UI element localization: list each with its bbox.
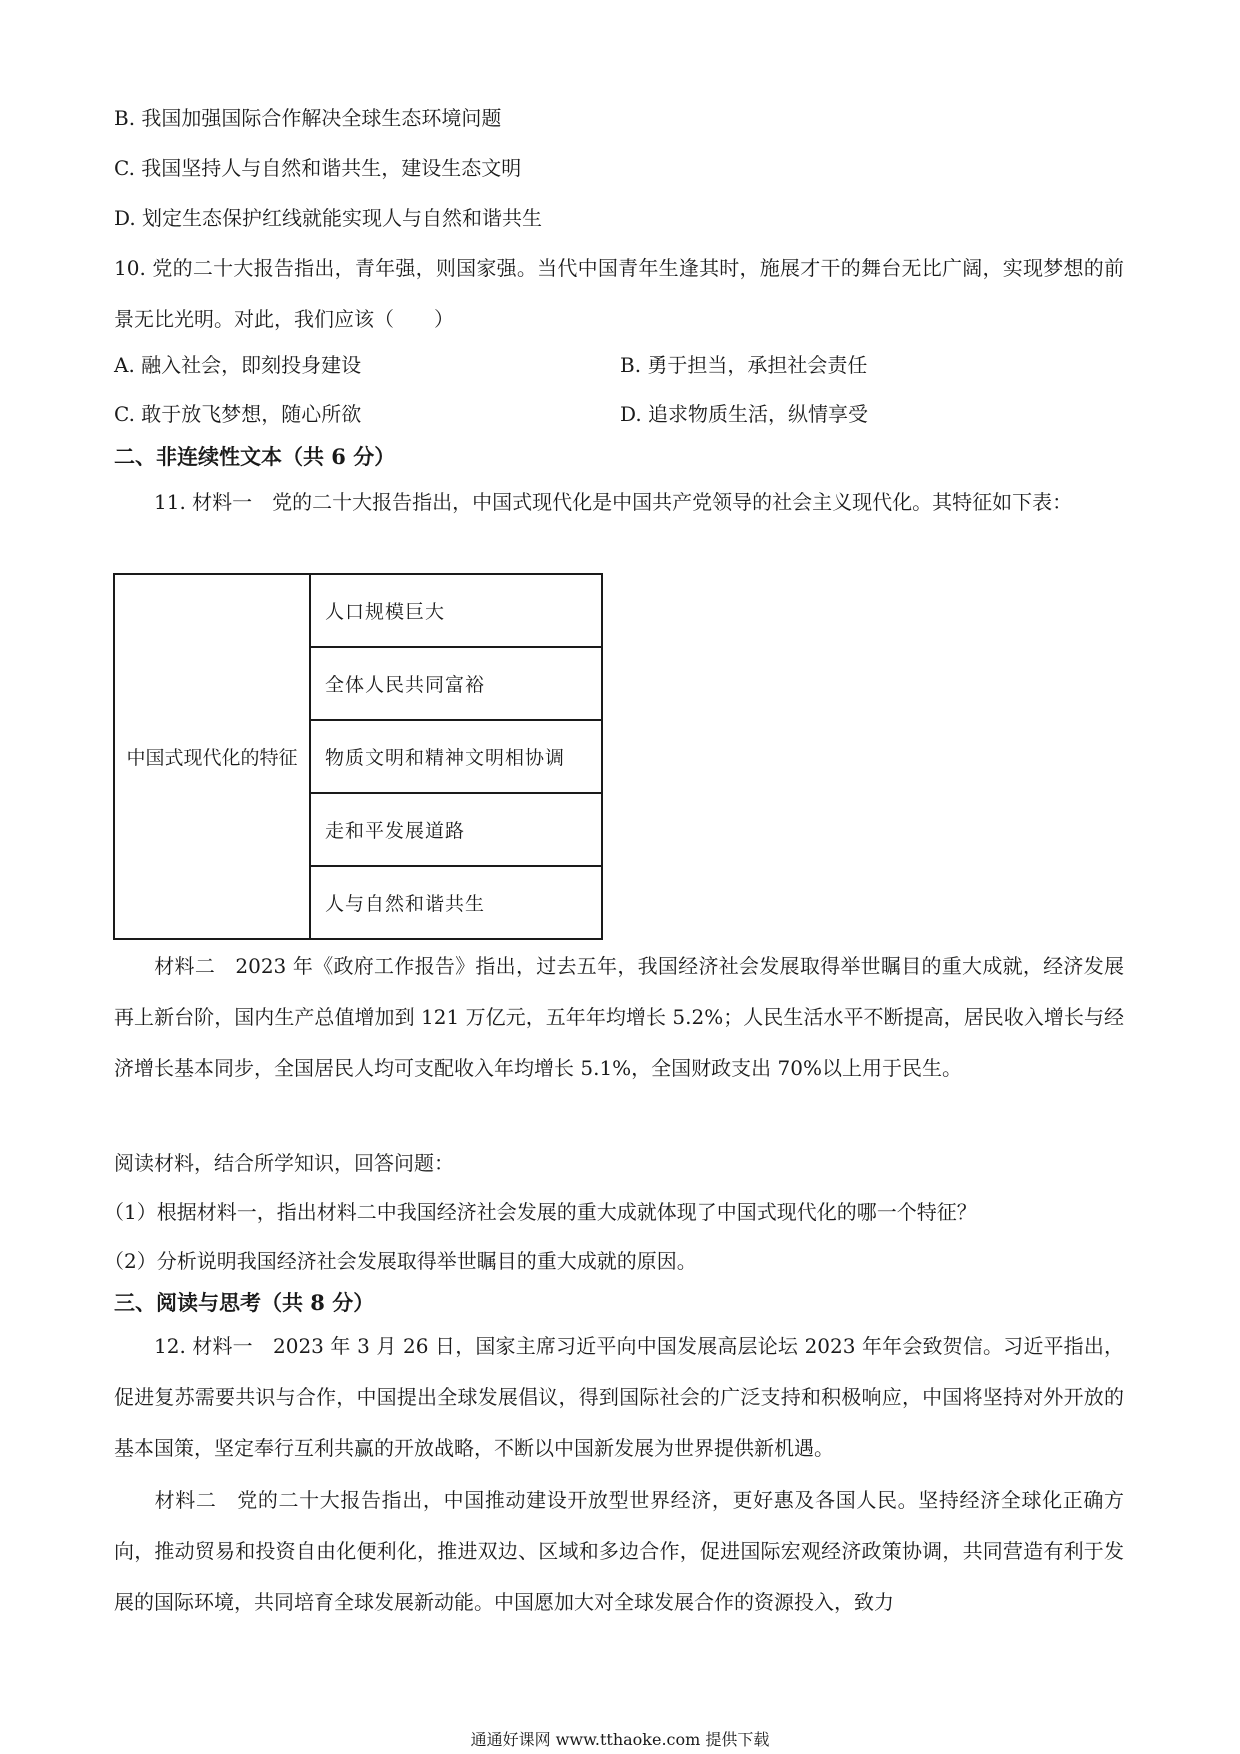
q12-material1-text: 12. 材料一 2023 年 3 月 26 日，国家主席习近平向中国发展高层论坛 2023 年年会致贺信。习近平指出，促进复苏需要共识与合作，中国提出全球发展倡议，得到国际社会的广泛支持和积极响应，中国将坚持对外开放的基本国策，坚定奉行互利共赢的开放战略，不断以中国新发展为世界提供新机遇。: [114, 1334, 1124, 1460]
q9-option-c: C. 我国坚持人与自然和谐共生，建设生态文明: [114, 156, 522, 180]
q10-option-b: B. 勇于担当，承担社会责任: [620, 353, 868, 377]
q10-option-d: D. 追求物质生活，纵情享受: [620, 402, 869, 426]
q11-sub2: （2）分析说明我国经济社会发展取得举世瞩目的重大成就的原因。: [104, 1249, 697, 1273]
section2-heading: 二、非连续性文本（共 6 分）: [114, 444, 396, 469]
q11-instruction: 阅读材料，结合所学知识，回答问题：: [114, 1151, 454, 1175]
q12-material1: [114, 1321, 1124, 1474]
q12-material2: [114, 1475, 1124, 1628]
feature-item: 物质文明和精神文明相协调: [310, 720, 602, 793]
section3-heading: 三、阅读与思考（共 8 分）: [114, 1290, 375, 1315]
feature-item: 走和平发展道路: [310, 793, 602, 866]
feature-item: 人与自然和谐共生: [310, 866, 602, 939]
q11-material2-text: 材料二 2023 年《政府工作报告》指出，过去五年，我国经济社会发展取得举世瞩目的重大成就，经济发展再上新台阶，国内生产总值增加到 121 万亿元，五年年均增长 5.2%；人民生活水平不断提高，居民收入增长与经济增长基本同步，全国居民人均可支配收入年均增长 5.1%，全国财政支出 70%以上用于民生。: [114, 954, 1124, 1080]
feature-item: 人口规模巨大: [310, 574, 602, 647]
q10-option-c: C. 敢于放飞梦想，随心所欲: [114, 402, 362, 426]
features-table-head: 中国式现代化的特征: [114, 574, 310, 939]
q9-option-d: D. 划定生态保护红线就能实现人与自然和谐共生: [114, 206, 543, 230]
page-footer: 通通好课网 www.tthaoke.com 提供下载: [470, 1730, 770, 1749]
features-table: [113, 573, 603, 940]
feature-item: 全体人民共同富裕: [310, 647, 602, 720]
q11-material2: [114, 941, 1124, 1094]
q11-material1: [114, 477, 1124, 528]
q11-sub1: （1）根据材料一，指出材料二中我国经济社会发展的重大成就体现了中国式现代化的哪一个特征？: [104, 1200, 977, 1224]
q10-option-a: A. 融入社会，即刻投身建设: [114, 353, 362, 377]
q9-option-b: B. 我国加强国际合作解决全球生态环境问题: [114, 106, 502, 130]
q10-stem: 10. 党的二十大报告指出，青年强，则国家强。当代中国青年生逢其时，施展才干的舞台无比广阔，实现梦想的前景无比光明。对此，我们应该（ ）: [114, 256, 1124, 331]
q12-material2-text: 材料二 党的二十大报告指出，中国推动建设开放型世界经济，更好惠及各国人民。坚持经济全球化正确方向，推动贸易和投资自由化便利化，推进双边、区域和多边合作，促进国际宏观经济政策协调，共同营造有利于发展的国际环境，共同培育全球发展新动能。中国愿加大对全球发展合作的资源投入，致力: [114, 1488, 1124, 1614]
q11-material1-text: 11. 材料一 党的二十大报告指出，中国式现代化是中国共产党领导的社会主义现代化。其特征如下表：: [154, 490, 1073, 514]
